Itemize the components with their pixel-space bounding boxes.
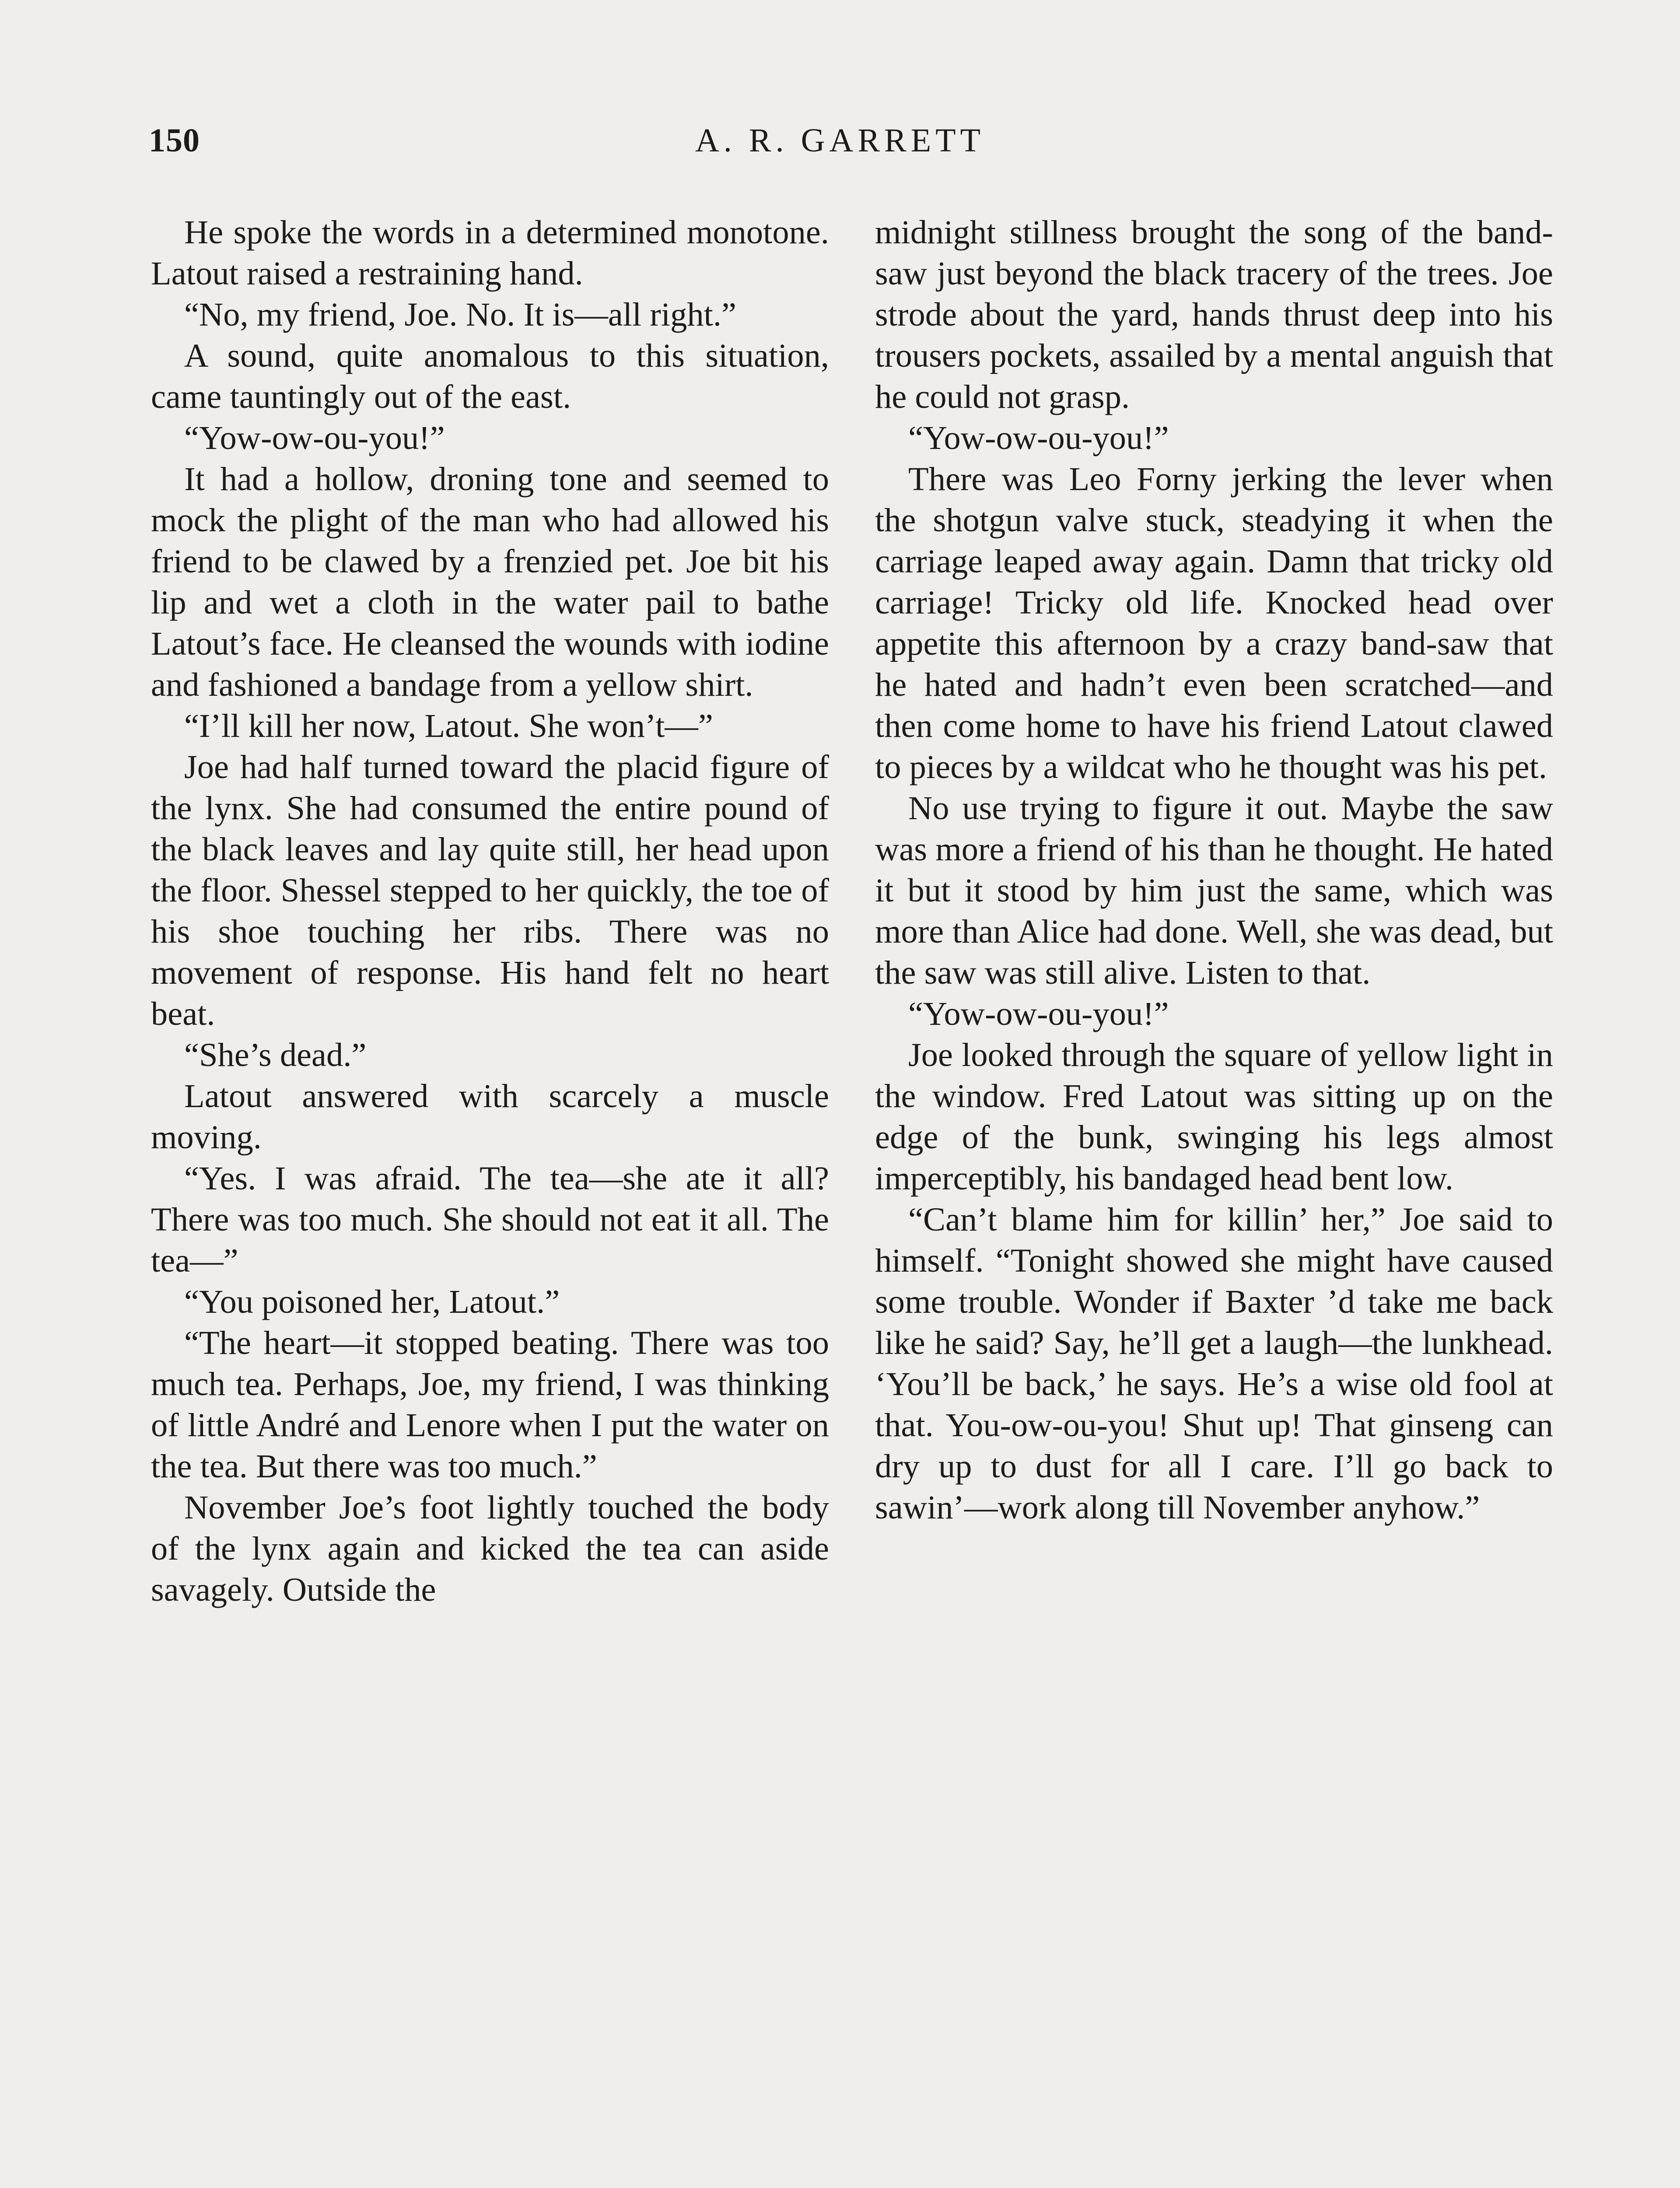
paragraph: “She’s dead.” <box>184 1036 367 1073</box>
paragraph: “Yow-ow-ou-you!” <box>908 995 1169 1032</box>
paragraph: “Yow-ow-ou-you!” <box>184 419 445 456</box>
paragraph: There was Leo Forny jerking the lever when the shotgun valve stuck, steadying it when the carriage leaped away again. Damn that tricky old carriage! Tricky old life. Knocked head over appetite this afternoon by a crazy band-saw that he hated and hadn’t even been scratched—and then come home to have his friend Latout clawed to pieces by a wildcat who he thought was his pet. <box>875 460 1553 785</box>
paragraph: “No, my friend, Joe. No. It is—all right.” <box>184 296 736 333</box>
paragraph: It had a hollow, droning tone and seemed to mock the plight of the man who had allowed his friend to be clawed by a frenzied pet. Joe bit his lip and wet a cloth in the water pail to bathe Latout’s face. He cleansed the wounds with iodine and fashioned a bandage from a yellow shirt. <box>151 460 829 703</box>
paragraph: No use trying to figure it out. Maybe the saw was more a friend of his than he thought. He hated it but it stood by him just the same, which was more than Alice had done. Well, she was dead, but the saw was still alive. Listen to that. <box>875 789 1553 991</box>
page-header <box>149 122 1531 170</box>
paragraph: “Yes. I was afraid. The tea—she ate it all? There was too much. She should not eat it all. The tea—” <box>151 1160 829 1279</box>
left-column <box>151 212 829 1610</box>
paragraph: Latout answered with scarcely a muscle moving. <box>151 1077 829 1156</box>
paragraph: “I’ll kill her now, Latout. She won’t—” <box>184 707 713 744</box>
paragraph: “You poisoned her, Latout.” <box>184 1283 560 1320</box>
paragraph: midnight stillness brought the song of the band-saw just beyond the black tracery of the trees. Joe strode about the yard, hands thrust deep into his trousers pockets, assailed by a mental anguish that he could not grasp. <box>875 214 1553 415</box>
paragraph: Joe looked through the square of yellow light in the window. Fred Latout was sitting up on the edge of the bunk, swinging his legs almost imperceptibly, his bandaged head bent low. <box>875 1036 1553 1197</box>
paragraph: A sound, quite anomalous to this situation, came tauntingly out of the east. <box>151 337 829 415</box>
paragraph: November Joe’s foot lightly touched the body of the lynx again and kicked the tea can aside savagely. Outside the <box>151 1489 829 1608</box>
paragraph: “The heart—it stopped beating. There was too much tea. Perhaps, Joe, my friend, I was thinking of little André and Lenore when I put the water on the tea. But there was too much.” <box>151 1324 829 1485</box>
page-number: 150 <box>149 122 200 159</box>
paragraph: He spoke the words in a determined monotone. Latout raised a restraining hand. <box>151 214 829 292</box>
right-column <box>875 212 1553 1528</box>
paragraph: Joe had half turned toward the placid figure of the lynx. She had consumed the entire pound of the black leaves and lay quite still, her head upon the floor. Shessel stepped to her quickly, the toe of his shoe touching her ribs. There was no movement of response. His hand felt no heart beat. <box>151 748 829 1032</box>
running-head: A. R. GARRETT <box>695 122 985 159</box>
paragraph: “Yow-ow-ou-you!” <box>908 419 1169 456</box>
paragraph: “Can’t blame him for killin’ her,” Joe said to himself. “Tonight showed she might have caused some trouble. Wonder if Baxter ’d take me back like he said? Say, he’ll get a laugh—the lunkhead. ‘You’ll be back,’ he says. He’s a wise old fool at that. You-ow-ou-you! Shut up! That ginseng can dry up to dust for all I care. I’ll go back to sawin’—work along till November anyhow.” <box>875 1201 1553 1526</box>
